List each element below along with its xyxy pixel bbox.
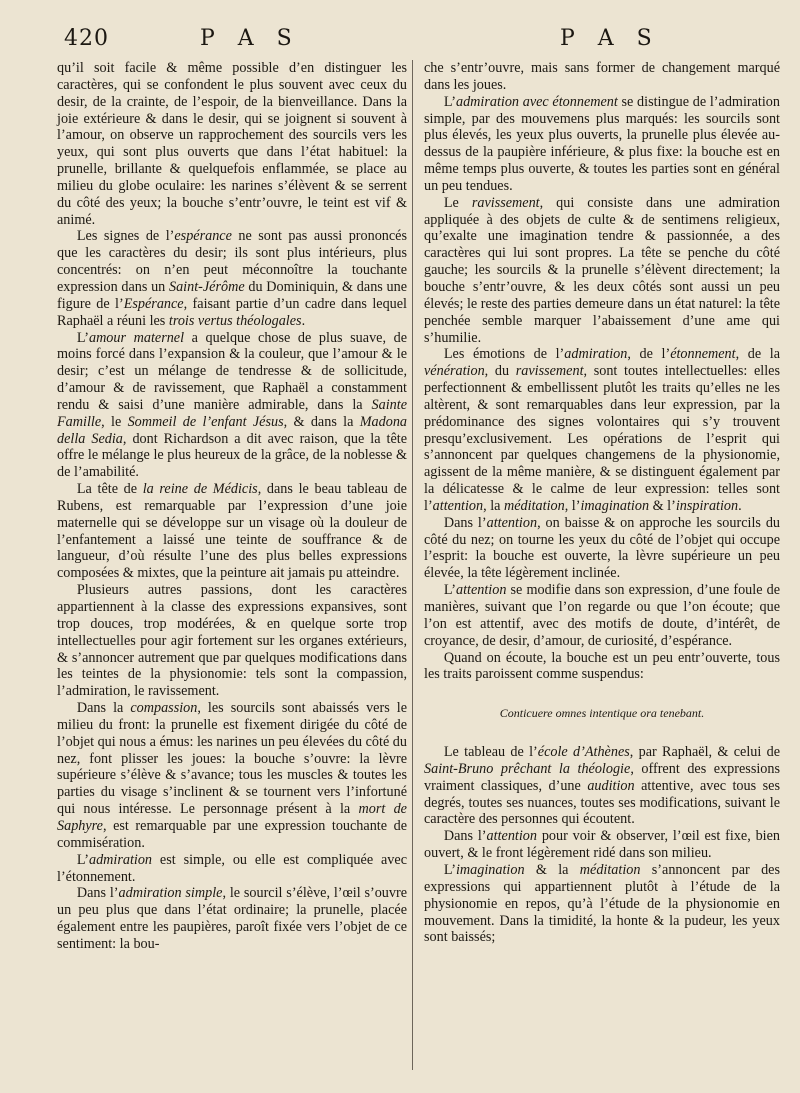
italic-text: inspiration [675, 497, 739, 514]
italic-text: vénération [424, 363, 485, 380]
text-run: Plusieurs autres passions, dont les caractères appartiennent à la classe des expressions expansives, sont trop douces, trop modérées, & en quelque sorte trop intellectuelles pour agir fortement sur les organes extérieurs, & s’annoncer autrement que par quelques modifications dans les teintes de la physionomie: tels sont la compassion, l’admiration, le ravissement. [57, 582, 407, 700]
text-run: Dans l’ [443, 514, 487, 531]
page-header [0, 26, 800, 60]
text-run: , du [484, 363, 516, 380]
text-run: , le sourcil s’élève, l’œil s’ouvre un peu plus que dans l’état ordinaire; la prunelle, placée également entre les paupières, paroît fixée vers l’objet de ce sentiment: la bou- [57, 885, 408, 952]
text-run: La tête de [76, 481, 143, 498]
paragraph [424, 862, 780, 946]
text-run: . [738, 497, 742, 514]
italic-text: compassion [130, 700, 198, 717]
text-run: est simple, ou elle est compliquée avec l’étonnement. [57, 851, 407, 885]
paragraph [424, 94, 780, 195]
text-run: , la [483, 497, 505, 514]
italic-text: imagination [455, 861, 525, 878]
text-run: Le [443, 194, 472, 211]
paragraph [57, 60, 407, 228]
italic-text: la reine de Médicis [142, 481, 258, 498]
text-run: che s’entr’ouvre, mais sans former de changement marqué dans les joues. [424, 60, 780, 93]
italic-text: attention [486, 514, 538, 531]
text-run: , de l’ [627, 346, 671, 363]
italic-text: admiration [88, 851, 153, 868]
italic-text: Sainte Famille [57, 396, 407, 430]
italic-text: ravissement [515, 363, 584, 380]
paragraph [57, 885, 407, 952]
italic-text: étonnement [670, 346, 736, 363]
italic-text: Sommeil de l’enfant Jésus [127, 413, 284, 430]
italic-text: espérance [174, 228, 232, 245]
paragraph [424, 60, 780, 94]
text-run: . [301, 312, 306, 329]
paragraph [424, 195, 780, 347]
text-run: L’ [76, 851, 89, 868]
page-number: 420 [64, 26, 109, 51]
text-run: attentive, avec tous ses degrés, toutes ses nuances, toutes ses modifications, suivant le caractère des personnes qui écoutent. [424, 777, 780, 828]
text-run: pour voir & observer, l’œil est fixe, bien ouvert, & le front légèrement ridé dans son milieu. [424, 828, 780, 862]
running-head-right: P A S [560, 26, 660, 51]
text-run: Les émotions de l’ [443, 346, 565, 363]
italic-text: admiration avec étonnement [455, 93, 618, 110]
text-run: & la [524, 861, 580, 878]
text-run: & l’ [649, 497, 676, 514]
italic-text: attention [432, 497, 484, 514]
paragraph [424, 346, 780, 514]
italic-text: école d’Athènes [537, 744, 630, 761]
italic-text: imagination [580, 497, 650, 514]
text-run: s’annoncent par des expressions qui appartiennent plutôt à l’étude de la physionomie en repos, qu’à l’étude de la physionomie en mouvement. Dans la timidité, la honte & la pudeur, les yeux sont baissés; [424, 861, 780, 946]
text-run: du Dominiquin, & dans une figure de l’ [57, 278, 407, 312]
text-run: , l’ [564, 497, 581, 514]
italic-text: amour maternel [88, 329, 185, 346]
text-run: Le tableau de l’ [443, 744, 538, 761]
italic-text: attention [486, 828, 537, 845]
paragraph [57, 330, 407, 482]
text-run: L’ [443, 93, 456, 110]
text-run: , par Raphaël, & celui de [629, 744, 781, 761]
paragraph [57, 700, 407, 852]
text-run: , faisant partie d’un cadre dans lequel Raphaël a réuni les [57, 295, 407, 329]
text-run: , on baisse & on approche les sourcils du côté du nez; on tourne les yeux du côté de l’objet qui occupe l’esprit: la bouche est ouverte, la lèvre supérieure un peu élevée, la tête légèrement inclinée. [424, 514, 781, 582]
right-text-column [424, 60, 780, 946]
text-run: Dans l’ [443, 828, 487, 845]
italic-text: méditation [504, 497, 565, 514]
text-run: , est remarquable par une expression touchante de commisération. [57, 817, 407, 851]
italic-text: ravissement [471, 194, 540, 211]
paragraph [424, 515, 780, 582]
italic-text: admiration simple [118, 885, 223, 902]
text-run: Quand on écoute, la bouche est un peu entr’ouverte, tous les traits paroissent comme suspendus: [424, 649, 780, 683]
text-run: , dont Richardson a dit avec raison, que la tête offre le mélange le plus heureux de la grâce, de la noblesse & de l’amabilité. [57, 430, 408, 481]
text-run: ne sont pas aussi prononcés que les caractères du desir; ils sont plus intérieurs, plus concentrés: on n’en peut méconnoître la touchante expression dans un [57, 228, 407, 295]
italic-text: admiration [564, 346, 628, 363]
text-run: , qui consiste dans une admiration appliquée à des objets de culte & de sentimens religieux, qu’exalte une imagination tendre & passionnée, a des caractères qui lui sont propres. La tête se penche du côté gauche; les sourcils & la prunelle s’élèvent directement; la bouche s’entr’ouvre, & les deux côtés sont aussi un peu élevés; le reste des parties demeure dans un état naturel: la tête penchée semble marquer l’abaissement d’une ame qui s’humilie. [424, 194, 780, 346]
text-run: Conticuere omnes intentique ora tenebant. [499, 706, 705, 721]
paragraph [57, 852, 407, 886]
italic-text: Madona della Sedia [57, 413, 408, 447]
italic-text: attention [455, 582, 507, 599]
italic-text: mort de Saphyre [57, 801, 407, 834]
paragraph [424, 650, 780, 684]
running-head-left: P A S [200, 26, 300, 51]
text-run: qu’il soit facile & même possible d’en distinguer les caractères, qui se confondent le plus souvent avec ceux du desir, de la crainte, de l’espoir, de la bienveillance. Dans la joie extérieure & dans le desir, qui se joignent si souvent à l’amour, on observe un rapprochement des sourcils vers les yeux, qui sont plus ouverts que dans l’état habituel: la prunelle, brillante & quelquefois enflammée, se place au milieu du globe oculaire: les narines s’élèvent & se serrent du côté des yeux; la bouche s’entr’ouvre, le teint est vif & animé. [57, 60, 407, 228]
left-text-column [57, 60, 407, 953]
text-run: Dans la [76, 700, 131, 717]
text-run: L’ [443, 861, 456, 878]
text-run: a quelque chose de plus suave, de moins forcé dans l’expansion & la couleur, que l’amour & le desir; c’est un mélange de tendresse & de sollicitude, d’amour & de ravissement, que Raphaël a constamment rendu & saisi d’une manière admirable, dans la [57, 329, 407, 413]
column-divider [412, 60, 413, 1070]
paragraph [57, 228, 407, 329]
text-run: se modifie dans son expression, d’une foule de manières, suivant que l’on regarde ou que l’on écoute; que l’on est attentif, avec des motifs de doute, d’intérêt, de croyance, de desir, d’amour, de curiosité, d’espérance. [424, 582, 780, 649]
italic-text: trois vertus théologales [168, 312, 302, 329]
text-run: , les sourcils sont abaissés vers le milieu du front: la prunelle est fixement dirigée du côté de l’objet qui nous a émus: les narines un peu élevées du côté du nez, font plisser les joues: la bouche s’ouvre: la lèvre supérieure s’élève & s’avance; tous les muscles & toutes les parties du visage s’inclinent & se tournent vers l’infortuné qui nous intéresse. Le personnage présent à la [57, 700, 407, 818]
italic-text: Saint-Jérôme [168, 278, 245, 295]
paragraph [424, 582, 780, 649]
paragraph [57, 481, 407, 582]
text-run: Les signes de l’ [76, 228, 175, 245]
text-run: L’ [443, 582, 456, 599]
text-run: , & dans la [283, 413, 360, 430]
italic-text: Espérance [123, 295, 184, 312]
italic-text: Saint-Bruno prêchant la théologie [424, 760, 631, 777]
text-run: L’ [76, 329, 89, 346]
text-run: se distingue de l’admiration simple, par des mouvemens plus marqués: les sourcils sont plus élevés, les yeux plus ouverts, la prunelle plus élevée au-dessus de la paupière inférieure, & plus fixe: la bouche est en même temps plus ouverte, & toutes les parties sont en général un peu tendues. [424, 93, 780, 194]
paragraph [424, 828, 780, 862]
text-run: Dans l’ [76, 885, 119, 902]
paragraph [424, 744, 780, 828]
text-run: , offrent des expressions vraiment classiques, d’une [424, 760, 780, 794]
text-run: , de la [735, 346, 780, 363]
paragraph [57, 582, 407, 700]
text-run: , dans le beau tableau de Rubens, est remarquable par l’expression d’une joie maternelle qui se développe sur un visage où la douleur de l’enfantement a laissé une teinte de souffrance & de langueur, d’où résulte l’une des plus belles expressions composées & mixtes, que la peinture ait jamais pu atteindre. [57, 481, 407, 582]
italic-text: audition [587, 777, 635, 794]
text-run: , le [101, 413, 128, 430]
italic-text: méditation [579, 861, 641, 878]
text-run: , sont toutes intellectuelles: elles perfectionnent & embellissent plutôt les traits qu’elles ne les altèrent, & sont remarquables dans leur expression, par la prédominance des signes volontaires qui s’y trouvent presqu’exclusivement. Les opérations de l’esprit qui s’annoncent par quelques changemens de la physionomie, agissent de la même manière, & se distinguent également par la délicatesse & le calme de leur expression: telles sont l’ [424, 363, 780, 514]
latin-quotation [424, 705, 780, 722]
